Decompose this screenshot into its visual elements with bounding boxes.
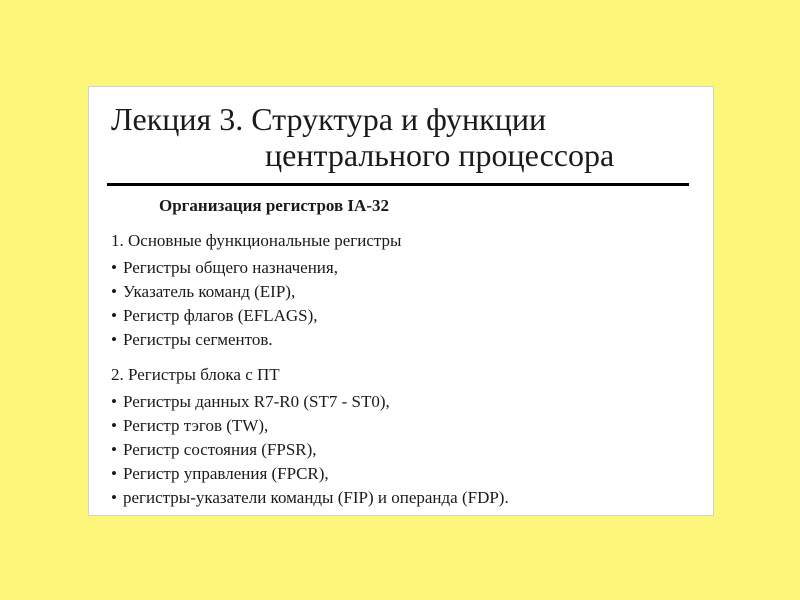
slide-subtitle: Организация регистров IA-32 <box>159 196 389 215</box>
list-item-text: Регистр состояния (FPSR), <box>123 440 317 459</box>
list-item-text: Регистры сегментов. <box>123 330 273 349</box>
bullet-icon: • <box>111 440 117 459</box>
title-divider <box>107 183 689 186</box>
bullet-icon: • <box>111 330 117 349</box>
list-item <box>111 462 509 486</box>
slide-title-line-2: центрального процессора <box>265 137 615 173</box>
list-item <box>111 414 509 438</box>
section-heading: 2. Регистры блока с ПТ <box>111 365 280 384</box>
bullet-icon: • <box>111 306 117 325</box>
slide-title-line-1: Лекция 3. Структура и функции <box>111 101 547 137</box>
list-item-text: регистры-указатели команды (FIP) и операнда (FDP). <box>123 488 509 507</box>
bullet-icon: • <box>111 464 117 483</box>
list-item <box>111 256 401 280</box>
list-item <box>111 390 509 414</box>
list-item <box>111 280 401 304</box>
list-item <box>111 438 509 462</box>
list-item <box>111 486 509 510</box>
slide-title <box>111 101 614 173</box>
section-fpu-registers <box>111 363 509 510</box>
list-item-text: Регистры общего назначения, <box>123 258 338 277</box>
list-item-text: Регистр флагов (EFLAGS), <box>123 306 318 325</box>
list-item <box>111 328 401 352</box>
section-heading: 1. Основные функциональные регистры <box>111 231 402 250</box>
bullet-icon: • <box>111 258 117 277</box>
list-item-text: Указатель команд (EIP), <box>123 282 296 301</box>
bullet-icon: • <box>111 392 117 411</box>
slide <box>88 86 714 516</box>
list-item <box>111 304 401 328</box>
bullet-icon: • <box>111 488 117 507</box>
bullet-icon: • <box>111 282 117 301</box>
section-main-registers <box>111 229 401 352</box>
list-item-text: Регистр тэгов (TW), <box>123 416 269 435</box>
list-item-text: Регистр управления (FPCR), <box>123 464 329 483</box>
list-item-text: Регистры данных R7-R0 (ST7 - ST0), <box>123 392 390 411</box>
bullet-icon: • <box>111 416 117 435</box>
